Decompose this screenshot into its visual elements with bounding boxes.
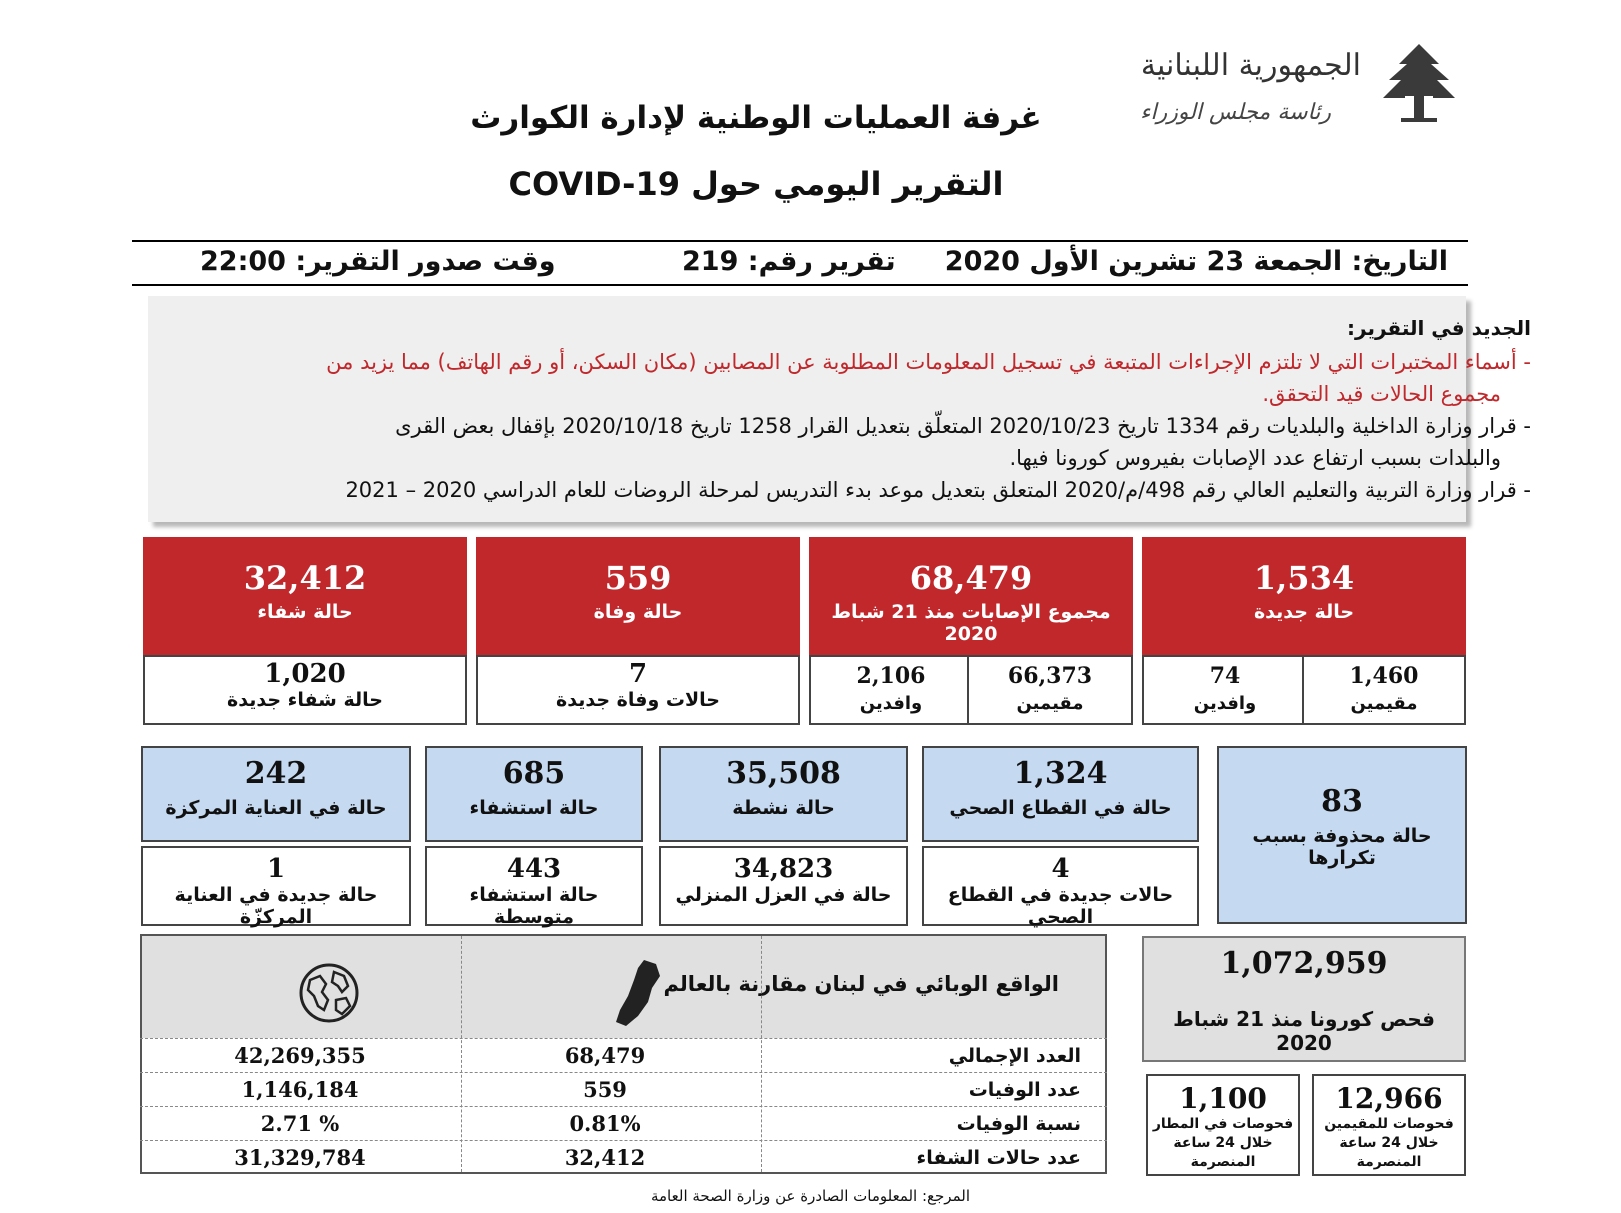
new-arrivals-value: 74 [1209,663,1241,689]
table-row [140,1106,1107,1141]
world-value: 31,329,784 [234,1145,366,1170]
deleted-cases-value: 83 [1321,784,1363,819]
logo-title: الجمهورية اللبنانية [1140,48,1361,83]
health-sector-value: 1,324 [1013,756,1108,791]
row-label: نسبة الوفيات [956,1113,1081,1135]
table-row [140,1038,1107,1073]
health-sector-new-label: حالات جديدة في القطاع الصحي [947,884,1174,928]
new-residents-value: 1,460 [1349,663,1419,689]
icu-box [141,746,411,842]
new-cases-label: حالة جديدة [1253,601,1355,623]
report-date: التاريخ: الجمعة 23 تشرين الأول 2020 [944,246,1448,277]
total-residents-cell [967,657,1131,723]
recovered-label: حالة شفاء [257,601,353,623]
page-title: غرفة العمليات الوطنية لإدارة الكوارث [470,100,1042,136]
deaths-label: حالة وفاة [593,601,683,623]
report-time: وقت صدور التقرير: 22:00 [200,246,556,277]
icu-new-box [141,846,411,926]
row-label: عدد الوفيات [968,1079,1081,1101]
page-subtitle: التقرير اليومي حول COVID-19 [508,165,1004,203]
news-line: - قرار وزارة الداخلية والبلديات رقم 1334 تاريخ 2020/10/23 المتعلّق بتعديل القرار 1258 تاريخ 2020/10/18 بإقفال بعض القرى [395,414,1531,438]
resident-tests-box [1312,1074,1466,1176]
airport-tests-label: فحوصات في المطار [1152,1116,1294,1132]
lebanon-map-icon [608,958,662,1028]
medium-hospitalization-box [425,846,643,926]
hospitalized-label: حالة استشفاء [469,797,599,819]
new-arrivals-label: وافدين [1193,693,1257,714]
medium-hospitalization-value: 443 [506,854,562,884]
news-line: - أسماء المختبرات التي لا تلتزم الإجراءات المتبعة في تسجيل المعلومات المطلوبة عن المصابين (مكان السكن، أو رقم الهاتف) مما يزيد من [326,350,1531,374]
new-residents-label: مقيمين [1350,693,1418,714]
lebanon-value: 559 [583,1077,627,1102]
recovered-box [143,537,467,655]
icu-label: حالة في العناية المركزة [165,797,387,819]
hospitalized-box [425,746,643,842]
new-recovered-value: 1,020 [264,659,346,689]
active-cases-box [659,746,908,842]
new-residents-cell [1302,657,1464,723]
news-line: والبلدات بسبب ارتفاع عدد الإصابات بفيروس كورونا فيها. [1009,446,1501,470]
deleted-cases-box [1217,746,1467,924]
new-recovered-box [143,655,467,725]
total-residents-label: مقيمين [1016,693,1084,714]
world-value: 42,269,355 [234,1043,366,1068]
new-arrivals-cell [1144,657,1306,723]
resident-tests-suffix: المنصرمة [1356,1154,1422,1170]
lebanon-value: 32,412 [564,1145,646,1170]
comparison-heading: الواقع الوبائي في لبنان مقارنة بالعالم [663,972,1059,996]
airport-tests-period: خلال 24 ساعة [1173,1135,1273,1151]
news-heading: الجديد في التقرير: [1347,316,1531,340]
new-cases-box [1142,537,1466,655]
icu-new-value: 1 [266,854,286,884]
hospitalized-value: 685 [502,756,566,791]
logo-subtitle: رئاسة مجلس الوزراء [1140,100,1331,125]
icu-new-label: حالة جديدة في العناية المركزّة [174,884,378,928]
home-isolation-value: 34,823 [733,854,834,884]
total-cases-breakdown [809,655,1133,725]
row-label: عدد حالات الشفاء [916,1147,1081,1169]
home-isolation-box [659,846,908,926]
world-value: 1,146,184 [241,1077,359,1102]
new-cases-value: 1,534 [1253,559,1355,597]
new-deaths-box [476,655,800,725]
total-tests-label: فحص كورونا منذ 21 شباط 2020 [1173,1007,1435,1055]
health-sector-new-box [922,846,1199,926]
lebanon-value: 68,479 [564,1043,646,1068]
total-tests-box [1142,936,1466,1062]
home-isolation-label: حالة في العزل المنزلي [675,884,892,906]
total-arrivals-label: وافدين [859,693,923,714]
deaths-box [476,537,800,655]
resident-tests-label: فحوصات للمقيمين [1324,1116,1454,1132]
active-cases-label: حالة نشطة [732,797,835,819]
recovered-value: 32,412 [243,559,367,597]
total-arrivals-cell [811,657,971,723]
total-cases-label: مجموع الإصابات منذ 21 شباط 2020 [831,601,1111,645]
world-value: 2.71 % [260,1111,340,1136]
source-footer: المرجع: المعلومات الصادرة عن وزارة الصحة العامة [650,1187,970,1205]
deaths-value: 559 [604,559,672,597]
resident-tests-value: 12,966 [1335,1082,1443,1115]
deleted-cases-label: حالة محذوفة بسبب تكرارها [1252,825,1432,869]
table-row [140,1072,1107,1107]
total-cases-value: 68,479 [909,559,1033,597]
icu-value: 242 [244,756,308,791]
new-cases-breakdown [1142,655,1466,725]
medium-hospitalization-label: حالة استشفاء متوسطة [469,884,599,928]
info-bar [132,240,1468,286]
new-deaths-label: حالات وفاة جديدة [556,689,720,711]
resident-tests-period: خلال 24 ساعة [1339,1135,1439,1151]
new-recovered-label: حالة شفاء جديدة [227,689,383,711]
report-number: تقرير رقم: 219 [682,246,896,277]
total-arrivals-value: 2,106 [856,663,926,689]
health-sector-new-value: 4 [1051,854,1070,884]
row-label: العدد الإجمالي [948,1045,1081,1067]
table-row [140,1140,1107,1175]
total-cases-box [809,537,1133,655]
airport-tests-value: 1,100 [1179,1082,1267,1115]
airport-tests-box [1146,1074,1300,1176]
airport-tests-suffix: المنصرمة [1190,1154,1256,1170]
new-deaths-value: 7 [628,659,648,689]
lebanon-value: 0.81% [569,1111,641,1136]
active-cases-value: 35,508 [726,756,841,791]
news-line: - قرار وزارة التربية والتعليم العالي رقم 498/م/2020 المتعلق بتعديل موعد بدء التدريس لمرحلة الروضات للعام الدراسي 2020 – 2021 [345,478,1531,502]
total-residents-value: 66,373 [1007,663,1093,689]
total-tests-value: 1,072,959 [1220,946,1388,981]
health-sector-label: حالة في القطاع الصحي [949,797,1172,819]
health-sector-box [922,746,1199,842]
globe-icon [298,962,360,1024]
news-line: مجموع الحالات قيد التحقق. [1262,382,1501,406]
